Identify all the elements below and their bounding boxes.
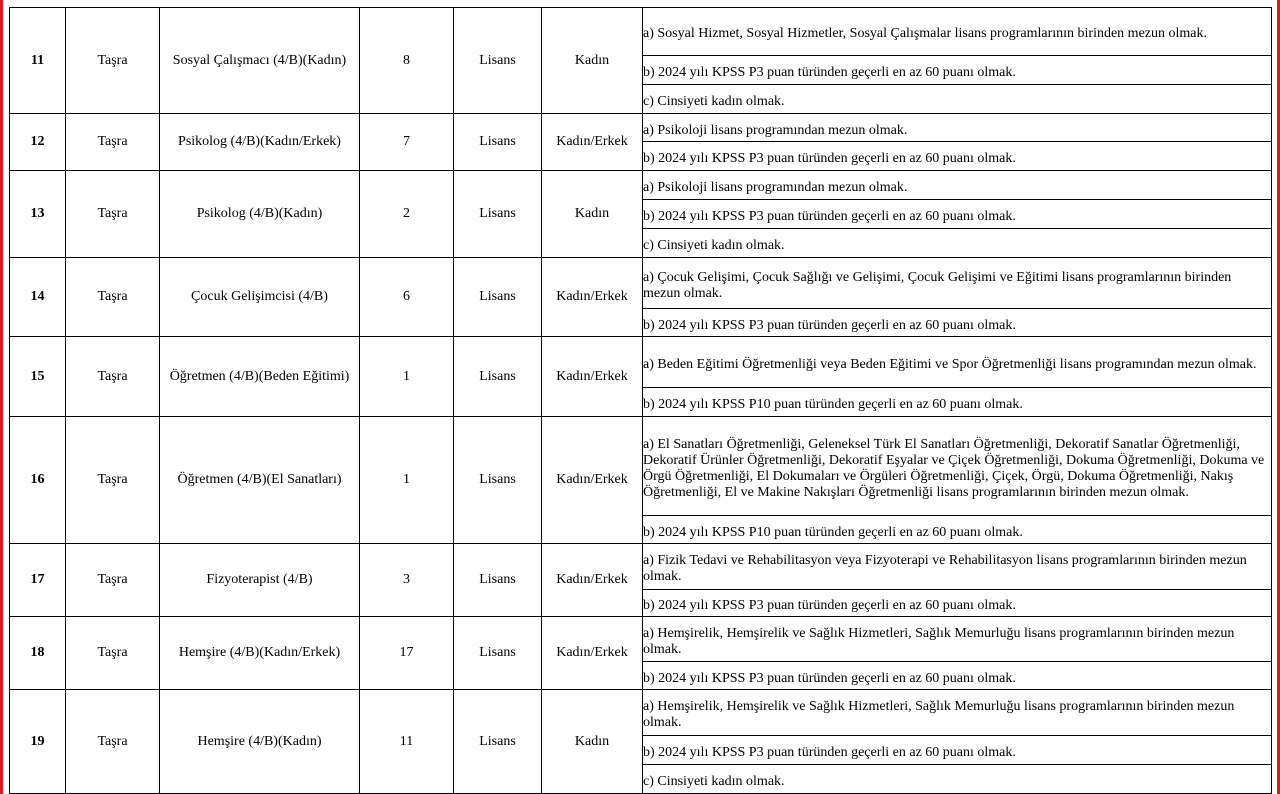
table-row: [10, 171, 1272, 200]
position-count: 17: [360, 617, 454, 690]
gender-cell: Kadın: [542, 690, 643, 794]
requirement-text: b) 2024 yılı KPSS P3 puan türünden geçerli en az 60 puanı olmak.: [643, 209, 1016, 224]
education-level: Lisans: [454, 8, 542, 114]
position-title: Psikolog (4/B)(Kadın): [160, 171, 360, 258]
position-title: Psikolog (4/B)(Kadın/Erkek): [160, 114, 360, 171]
table-row: [10, 417, 1272, 516]
requirement-cell: [643, 200, 1272, 229]
position-title: Hemşire (4/B)(Kadın): [160, 690, 360, 794]
position-count: 8: [360, 8, 454, 114]
requirement-text: b) 2024 yılı KPSS P3 puan türünden geçerli en az 60 puanı olmak.: [643, 151, 1016, 166]
location-cell: Taşra: [66, 171, 160, 258]
requirement-text: c) Cinsiyeti kadın olmak.: [643, 238, 785, 253]
table-row: [10, 617, 1272, 662]
education-level: Lisans: [454, 544, 542, 617]
requirement-cell: [643, 736, 1272, 765]
row-number: 16: [10, 417, 66, 544]
requirement-text: a) Sosyal Hizmet, Sosyal Hizmetler, Sosyal Çalışmalar lisans programlarının birinden mezun olmak.: [643, 26, 1207, 41]
requirement-text: b) 2024 yılı KPSS P10 puan türünden geçerli en az 60 puanı olmak.: [643, 524, 1023, 540]
requirement-cell: [643, 229, 1272, 258]
table-row: [10, 258, 1272, 309]
location-cell: Taşra: [66, 337, 160, 417]
location-cell: Taşra: [66, 8, 160, 114]
gender-cell: Kadın: [542, 8, 643, 114]
position-title: Hemşire (4/B)(Kadın/Erkek): [160, 617, 360, 690]
location-cell: Taşra: [66, 690, 160, 794]
requirement-text: a) Psikoloji lisans programından mezun olmak.: [643, 180, 908, 195]
position-count: 7: [360, 114, 454, 171]
requirement-cell: [643, 516, 1272, 544]
gender-cell: Kadın/Erkek: [542, 417, 643, 544]
gender-cell: Kadın/Erkek: [542, 337, 643, 417]
education-level: Lisans: [454, 171, 542, 258]
requirement-cell: [643, 617, 1272, 662]
gender-cell: Kadın/Erkek: [542, 258, 643, 337]
positions-table: [9, 7, 1272, 794]
table-row: [10, 8, 1272, 56]
position-count: 1: [360, 337, 454, 417]
education-level: Lisans: [454, 337, 542, 417]
location-cell: Taşra: [66, 617, 160, 690]
position-count: 11: [360, 690, 454, 794]
row-number: 13: [10, 171, 66, 258]
location-cell: Taşra: [66, 417, 160, 544]
requirement-text: a) Beden Eğitimi Öğretmenliği veya Beden Eğitimi ve Spor Öğretmenliği lisans programından mezun olmak.: [643, 357, 1257, 372]
requirement-text: a) Hemşirelik, Hemşirelik ve Sağlık Hizmetleri, Sağlık Memurluğu lisans programlarının birinden mezun olmak.: [643, 625, 1235, 657]
gender-cell: Kadın/Erkek: [542, 617, 643, 690]
education-level: Lisans: [454, 417, 542, 544]
requirement-cell: [643, 114, 1272, 142]
position-title: Öğretmen (4/B)(El Sanatları): [160, 417, 360, 544]
requirement-cell: [643, 690, 1272, 736]
requirement-cell: [643, 590, 1272, 617]
location-cell: Taşra: [66, 258, 160, 337]
requirement-cell: [643, 142, 1272, 171]
requirement-cell: [643, 388, 1272, 417]
education-level: Lisans: [454, 617, 542, 690]
requirement-text: b) 2024 yılı KPSS P10 puan türünden geçerli en az 60 puanı olmak.: [643, 397, 1023, 412]
requirement-cell: [643, 85, 1272, 114]
row-number: 19: [10, 690, 66, 794]
position-count: 1: [360, 417, 454, 544]
requirement-text: c) Cinsiyeti kadın olmak.: [643, 94, 785, 109]
requirement-text: b) 2024 yılı KPSS P3 puan türünden geçerli en az 60 puanı olmak.: [643, 670, 1016, 686]
requirement-cell: [643, 8, 1272, 56]
requirement-text: a) Fizik Tedavi ve Rehabilitasyon veya Fizyoterapi ve Rehabilitasyon lisans programlarının birinden mezun olmak.: [643, 553, 1247, 584]
row-number: 11: [10, 8, 66, 114]
position-title: Çocuk Gelişimcisi (4/B): [160, 258, 360, 337]
requirement-cell: [643, 544, 1272, 590]
row-number: 12: [10, 114, 66, 171]
requirement-cell: [643, 417, 1272, 516]
requirement-cell: [643, 662, 1272, 690]
requirement-text: a) Hemşirelik, Hemşirelik ve Sağlık Hizmetleri, Sağlık Memurluğu lisans programlarının birinden mezun olmak.: [643, 699, 1235, 730]
requirement-text: b) 2024 yılı KPSS P3 puan türünden geçerli en az 60 puanı olmak.: [643, 598, 1016, 613]
position-count: 6: [360, 258, 454, 337]
requirement-text: b) 2024 yılı KPSS P3 puan türünden geçerli en az 60 puanı olmak.: [643, 317, 1016, 333]
requirement-cell: [643, 171, 1272, 200]
education-level: Lisans: [454, 114, 542, 171]
requirement-cell: [643, 337, 1272, 388]
gender-cell: Kadın/Erkek: [542, 114, 643, 171]
table-row: [10, 114, 1272, 142]
table-row: [10, 690, 1272, 736]
gender-cell: Kadın: [542, 171, 643, 258]
row-number: 14: [10, 258, 66, 337]
requirement-text: c) Cinsiyeti kadın olmak.: [643, 774, 785, 789]
row-number: 17: [10, 544, 66, 617]
education-level: Lisans: [454, 690, 542, 794]
requirement-cell: [643, 56, 1272, 85]
requirement-text: b) 2024 yılı KPSS P3 puan türünden geçerli en az 60 puanı olmak.: [643, 745, 1016, 760]
position-title: Fizyoterapist (4/B): [160, 544, 360, 617]
gender-cell: Kadın/Erkek: [542, 544, 643, 617]
table-row: [10, 337, 1272, 388]
position-title: Öğretmen (4/B)(Beden Eğitimi): [160, 337, 360, 417]
position-title: Sosyal Çalışmacı (4/B)(Kadın): [160, 8, 360, 114]
education-level: Lisans: [454, 258, 542, 337]
row-number: 18: [10, 617, 66, 690]
table-row: [10, 544, 1272, 590]
location-cell: Taşra: [66, 114, 160, 171]
requirement-text: b) 2024 yılı KPSS P3 puan türünden geçerli en az 60 puanı olmak.: [643, 65, 1016, 80]
requirement-cell: [643, 258, 1272, 309]
requirement-cell: [643, 309, 1272, 337]
requirement-text: a) El Sanatları Öğretmenliği, Geleneksel Türk El Sanatları Öğretmenliği, Dekoratif Sanatlar Öğretmenliği, Dekoratif Ürünler Öğretmenliği, Dekoratif Eşyalar ve Çiçek Öğretmenliği, Dokuma Öğretmenliği, Dokuma ve Örgü Öğretmenliği, El Dokumaları ve Örgüleri Öğretmenliği, Çiçek, Örgü, Dokuma Öğretmenliği, Nakış Öğretmenliği, El ve Makine Nakışları Öğretmenliği lisans programlarının birinden mezun olmak.: [643, 436, 1265, 500]
row-number: 15: [10, 337, 66, 417]
requirement-text: a) Çocuk Gelişimi, Çocuk Sağlığı ve Gelişimi, Çocuk Gelişimi ve Eğitimi lisans programlarının birinden mezun olmak.: [643, 270, 1232, 301]
location-cell: Taşra: [66, 544, 160, 617]
position-count: 3: [360, 544, 454, 617]
requirement-cell: [643, 765, 1272, 794]
requirement-text: a) Psikoloji lisans programından mezun olmak.: [643, 122, 908, 138]
position-count: 2: [360, 171, 454, 258]
